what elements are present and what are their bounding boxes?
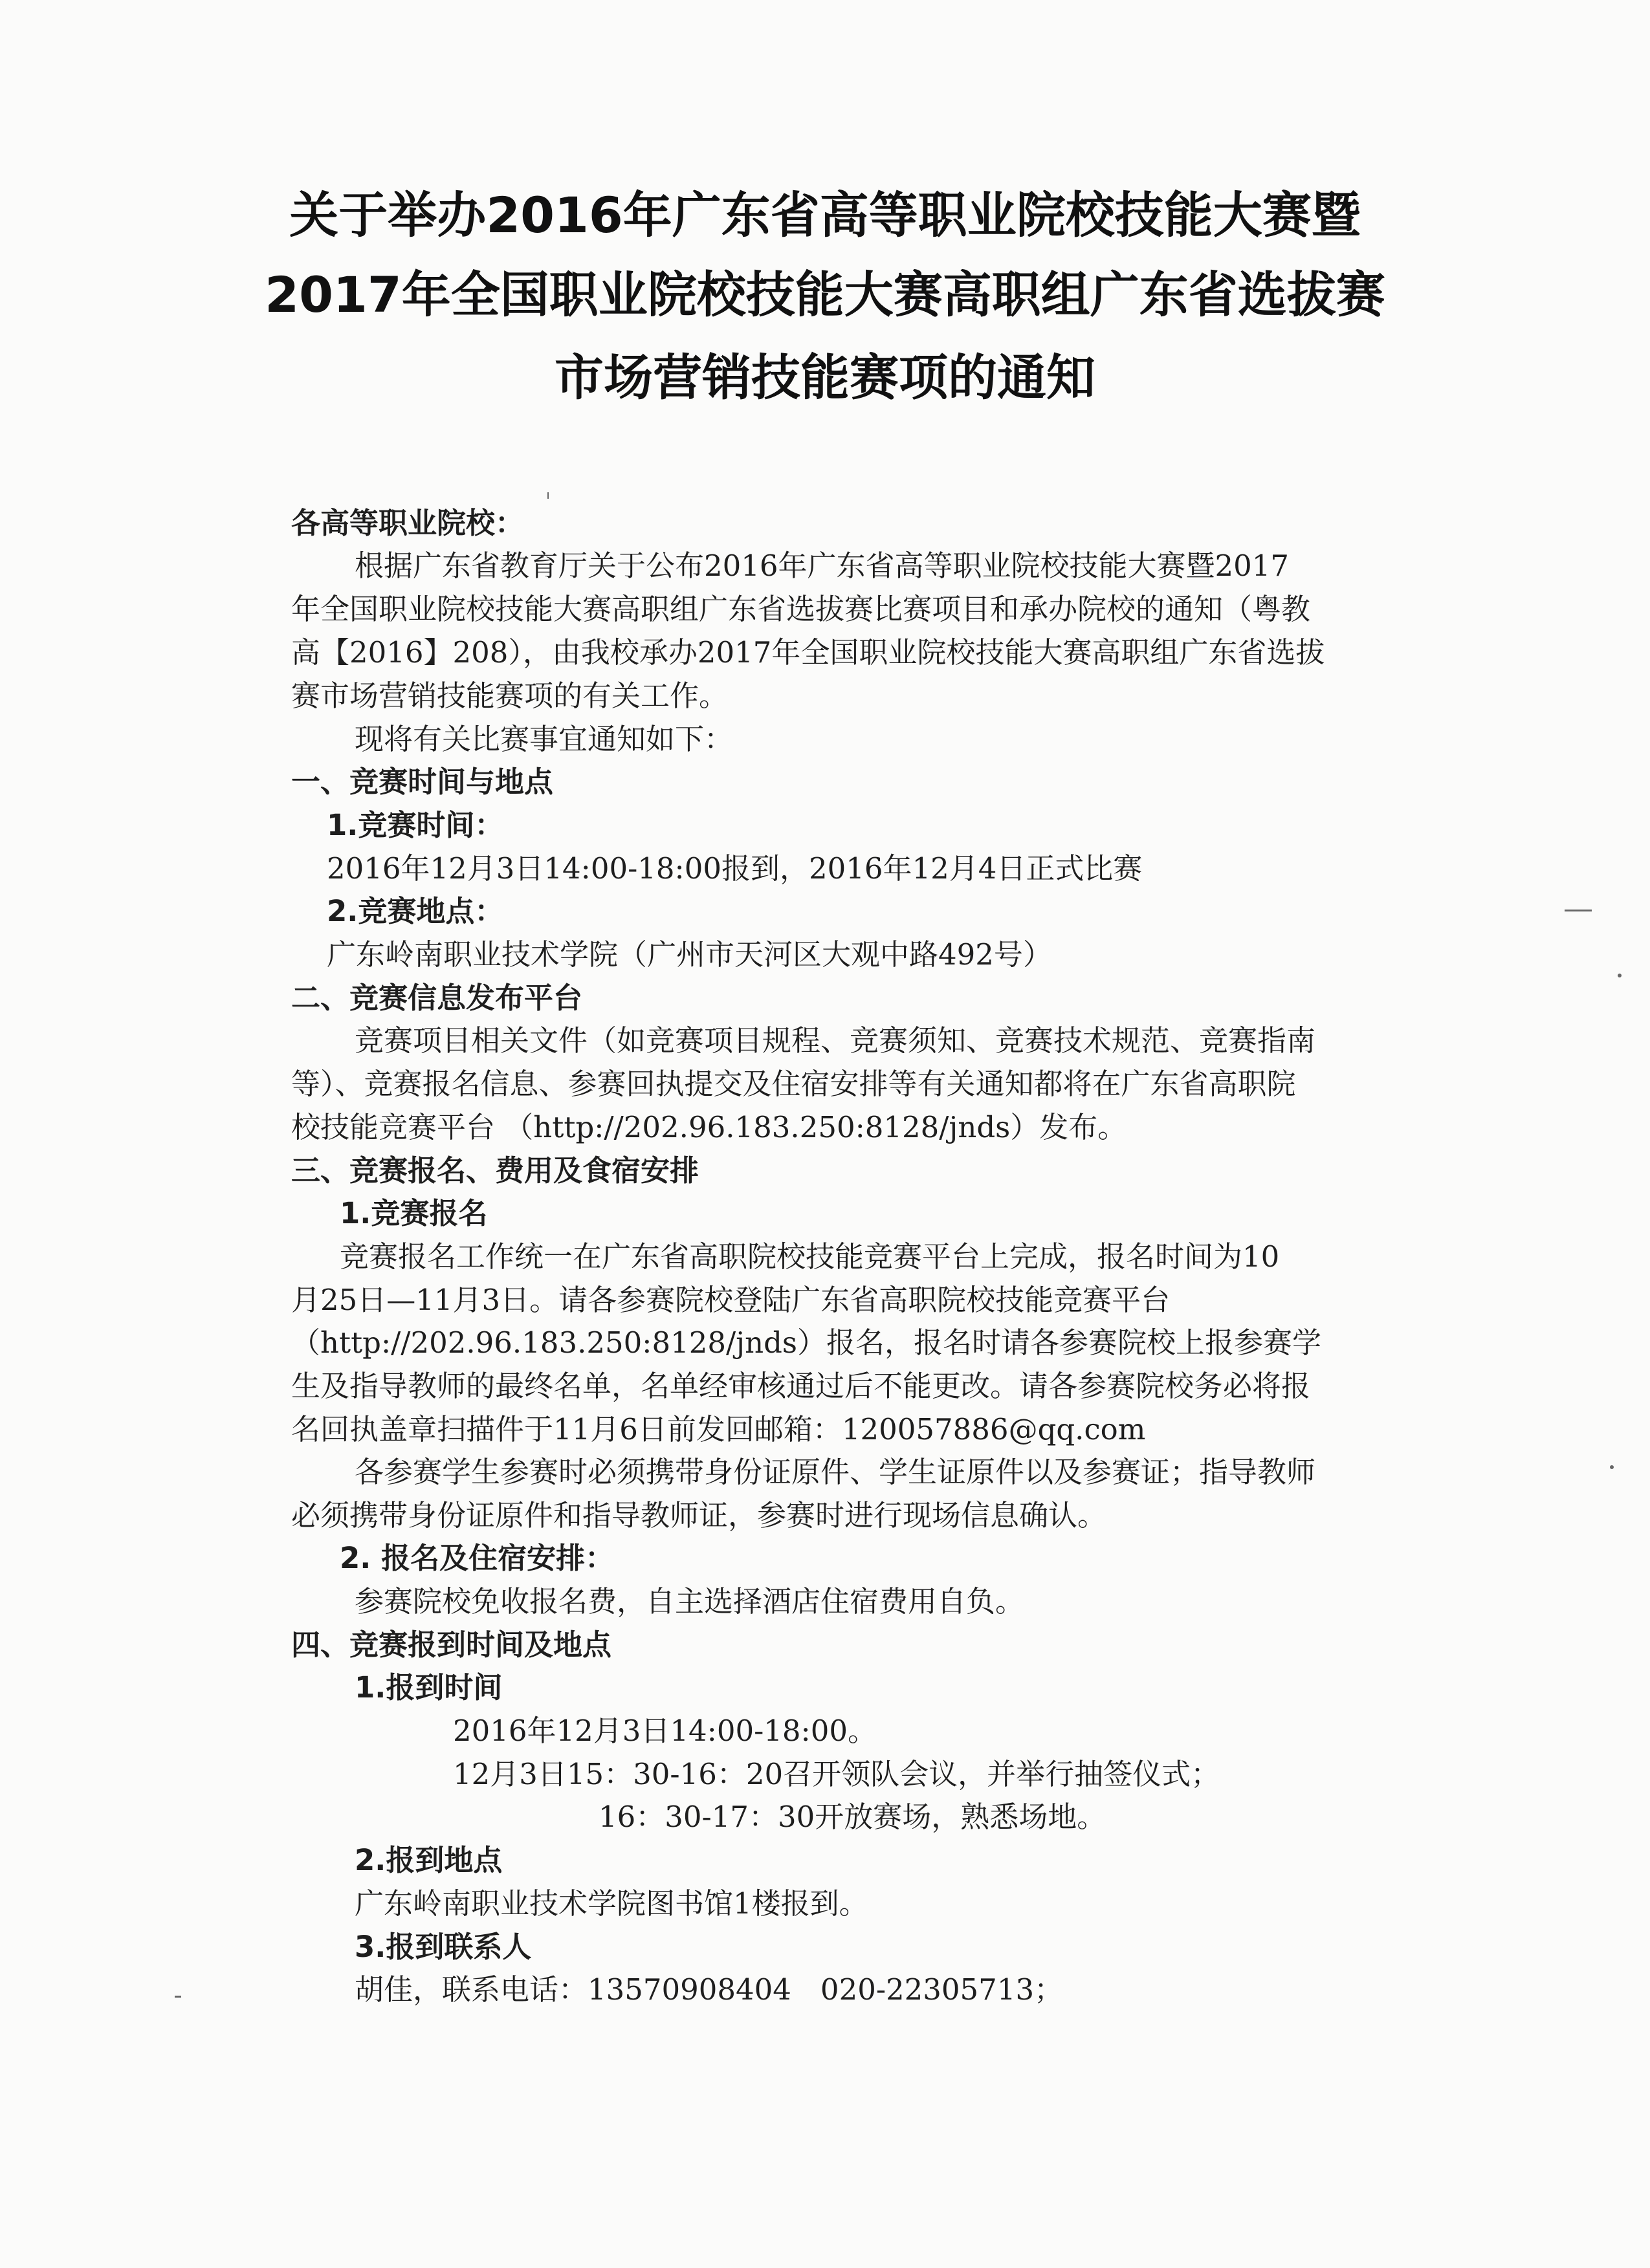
- intro-line: 高【2016】208），由我校承办2017年全国职业院校技能大赛高职组广东省选拔: [291, 635, 1325, 670]
- title-line-1: 关于举办2016年广东省高等职业院校技能大赛暨: [289, 186, 1361, 244]
- contact-line: 胡佳，联系电话：13570908404 020-22305713；: [355, 1972, 1064, 2007]
- paragraph-line: 生及指导教师的最终名单，名单经审核通过后不能更改。请各参赛院校务必将报: [291, 1369, 1311, 1403]
- intro-line: 现将有关比赛事宜通知如下：: [355, 722, 734, 756]
- subsection-heading: 2. 报名及住宿安排：: [340, 1541, 615, 1575]
- competition-place: 广东岭南职业技术学院（广州市天河区大观中路492号）: [327, 937, 1052, 972]
- intro-line: 根据广东省教育厅关于公布2016年广东省高等职业院校技能大赛暨2017: [355, 549, 1290, 583]
- section-heading: 二、竞赛信息发布平台: [291, 981, 583, 1015]
- subsection-heading: 2.竞赛地点：: [327, 894, 504, 928]
- paragraph-line: （http://202.96.183.250:8128/jnds）报名，报名时请各参赛院校上报参赛学: [291, 1325, 1321, 1360]
- intro-line: 赛市场营销技能赛项的有关工作。: [291, 679, 729, 713]
- competition-time: 2016年12月3日14:00-18:00报到，2016年12月4日正式比赛: [327, 851, 1143, 886]
- paragraph-line: 月25日—11月3日。请各参赛院校登陆广东省高职院校技能竞赛平台: [291, 1283, 1171, 1317]
- paragraph-line: 各参赛学生参赛时必须携带身份证原件、学生证原件以及参赛证；指导教师: [355, 1455, 1316, 1489]
- paragraph-line: 等）、竞赛报名信息、参赛回执提交及住宿安排等有关通知都将在广东省高职院: [291, 1067, 1296, 1101]
- scan-mark: [1565, 910, 1592, 911]
- subsection-heading: 1.竞赛时间：: [327, 808, 504, 842]
- subsection-heading: 1.报到时间: [355, 1670, 503, 1705]
- title-line-2: 2017年全国职业院校技能大赛高职组广东省选拔赛: [265, 266, 1385, 323]
- scan-mark: [175, 1996, 181, 1998]
- paragraph-line: 竞赛报名工作统一在广东省高职院校技能竞赛平台上完成，报名时间为10: [340, 1239, 1280, 1274]
- paragraph-line: 校技能竞赛平台 （http://202.96.183.250:8128/jnds）发布。: [291, 1110, 1127, 1144]
- title-line-3: 市场营销技能赛项的通知: [555, 349, 1095, 406]
- scan-mark: [1618, 974, 1622, 977]
- subsection-heading: 1.竞赛报名: [340, 1196, 488, 1230]
- schedule-line: 12月3日15：30-16：20召开领队会议，并举行抽签仪式；: [453, 1757, 1220, 1791]
- schedule-line: 16：30-17：30开放赛场，熟悉场地。: [599, 1800, 1106, 1834]
- section-heading: 四、竞赛报到时间及地点: [291, 1628, 612, 1662]
- salutation: 各高等职业院校：: [291, 506, 525, 540]
- schedule-line: 2016年12月3日14:00-18:00。: [453, 1714, 877, 1748]
- scan-mark: [547, 492, 549, 499]
- section-heading: 一、竞赛时间与地点: [291, 765, 554, 799]
- paragraph-line: 必须携带身份证原件和指导教师证，参赛时进行现场信息确认。: [291, 1498, 1107, 1532]
- section-heading: 三、竞赛报名、费用及食宿安排: [291, 1153, 699, 1188]
- intro-line: 年全国职业院校技能大赛高职组广东省选拔赛比赛项目和承办院校的通知（粤教: [291, 592, 1311, 626]
- paragraph-line: 广东岭南职业技术学院图书馆1楼报到。: [355, 1886, 868, 1921]
- subsection-heading: 2.报到地点: [355, 1843, 503, 1877]
- subsection-heading: 3.报到联系人: [355, 1930, 532, 1964]
- paragraph-line: 竞赛项目相关文件（如竞赛项目规程、竞赛须知、竞赛技术规范、竞赛指南: [355, 1023, 1316, 1058]
- paragraph-line: 参赛院校免收报名费，自主选择酒店住宿费用自负。: [355, 1584, 1025, 1619]
- scan-mark: [1610, 1465, 1614, 1469]
- paragraph-line: 名回执盖章扫描件于11月6日前发回邮箱：120057886@qq.com: [291, 1412, 1146, 1446]
